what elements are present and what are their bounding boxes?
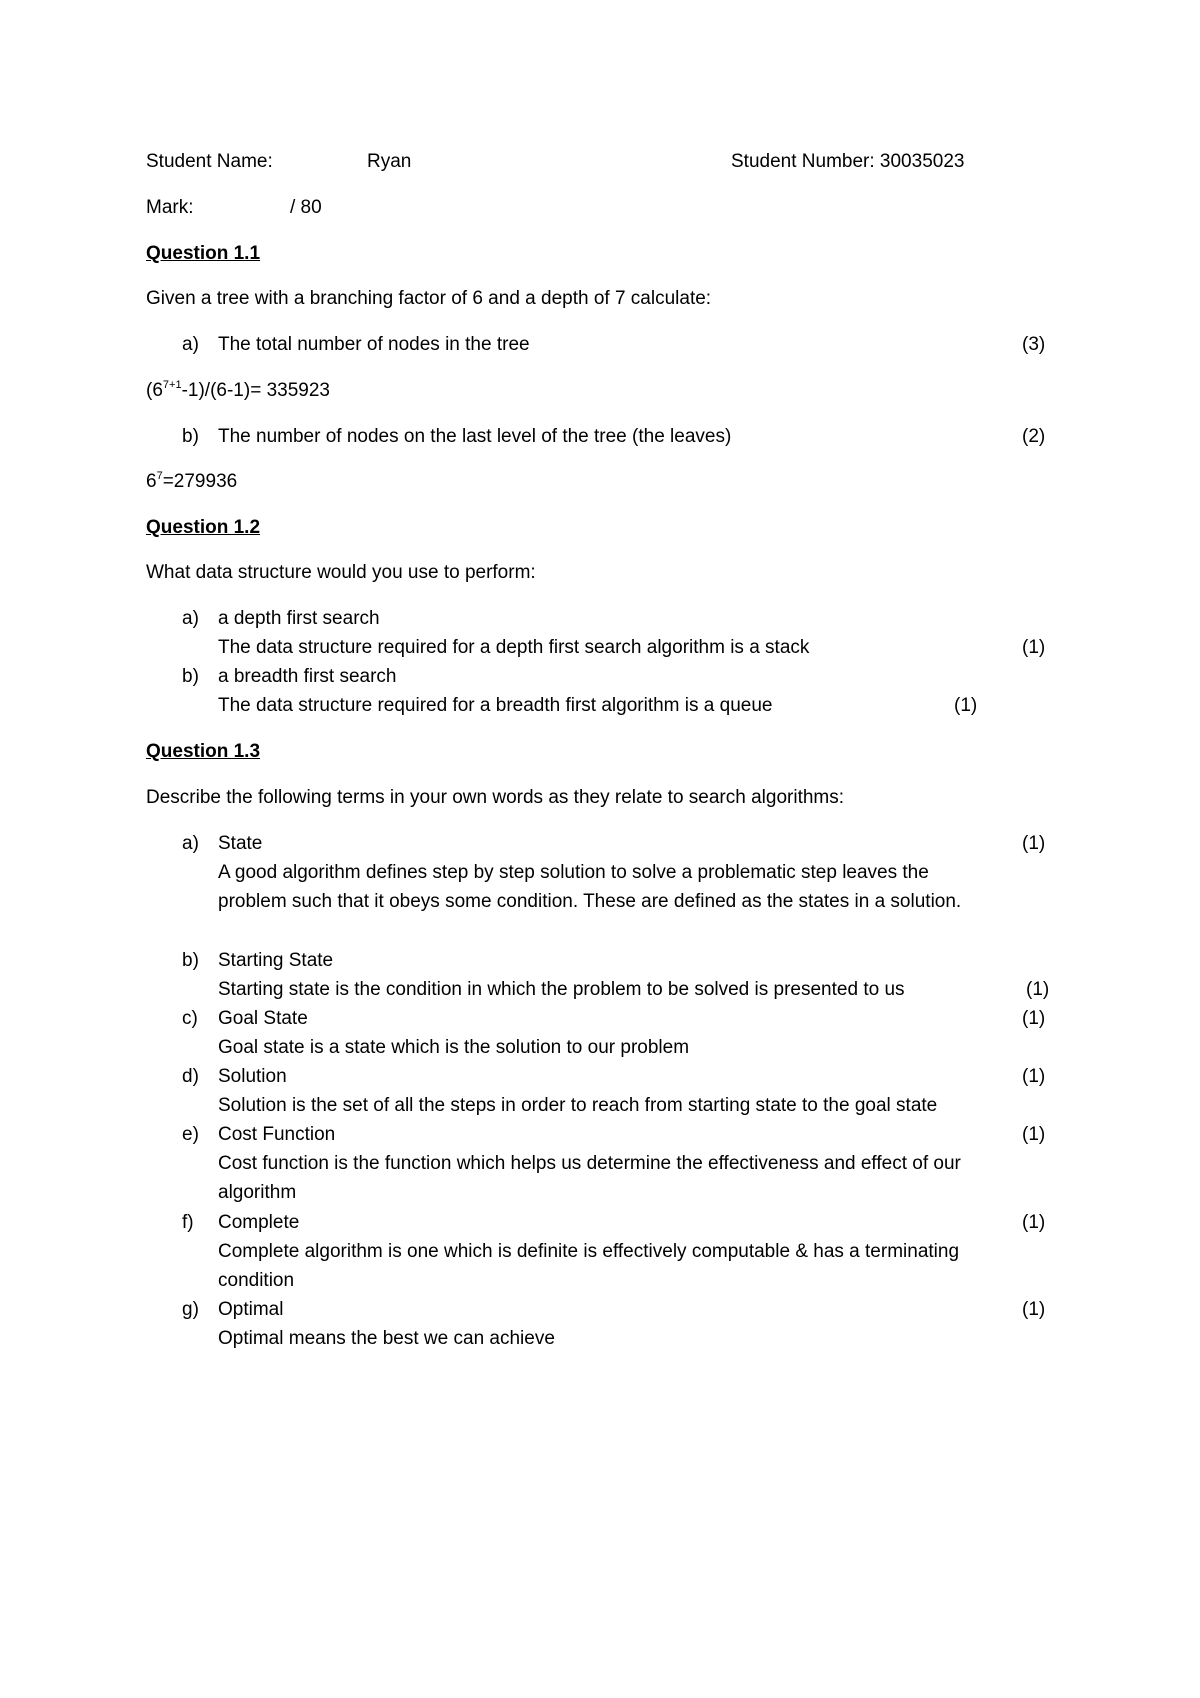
item-text: The number of nodes on the last level of the tree (the leaves) — [218, 426, 732, 447]
term: Goal State — [218, 1008, 308, 1029]
answer-text: Complete algorithm is one which is definite is effectively computable & has a terminating — [218, 1241, 960, 1262]
term: State — [218, 833, 263, 854]
item-label: a) — [182, 833, 199, 854]
item-label: d) — [182, 1066, 199, 1087]
marks: (1) — [1022, 637, 1046, 658]
term: Cost Function — [218, 1124, 336, 1145]
answer-text: Optimal means the best we can achieve — [218, 1328, 555, 1349]
item-label: a) — [182, 608, 199, 629]
term: Optimal — [218, 1299, 284, 1320]
item-text: The total number of nodes in the tree — [218, 334, 530, 355]
student-name-value: Ryan — [367, 151, 412, 172]
q1-2-heading: Question 1.2 — [146, 517, 261, 538]
q1-1-answer-b — [146, 472, 237, 491]
term: Starting State — [218, 950, 334, 971]
answer-text: condition — [218, 1270, 295, 1291]
marks: (1) — [1022, 1066, 1046, 1087]
q1-1-heading: Question 1.1 — [146, 243, 261, 264]
q1-3-prompt: Describe the following terms in your own words as they relate to search algorithms: — [146, 787, 845, 808]
marks: (1) — [1022, 1212, 1046, 1233]
student-name-label: Student Name: — [146, 151, 273, 172]
student-number-value: 30035023 — [879, 151, 965, 172]
answer-text: Solution is the set of all the steps in order to reach from starting state to the goal state — [218, 1095, 938, 1116]
item-label: a) — [182, 334, 199, 355]
item-label: c) — [182, 1008, 198, 1029]
item-label: b) — [182, 426, 199, 447]
item-label: b) — [182, 666, 199, 687]
answer-text: Cost function is the function which helps us determine the effectiveness and effect of our — [218, 1153, 961, 1174]
marks: (1) — [1026, 979, 1050, 1000]
mark-total: / 80 — [290, 197, 322, 218]
q1-3-heading: Question 1.3 — [146, 741, 261, 762]
answer-text: problem such that it obeys some condition. These are defined as the states in a solution. — [218, 891, 962, 912]
exponent: 7+1 — [162, 379, 182, 391]
item-text: a breadth first search — [218, 666, 397, 687]
answer-part: 6 — [146, 471, 157, 492]
marks: (1) — [954, 695, 978, 716]
marks: (3) — [1022, 334, 1046, 355]
marks: (1) — [1022, 1299, 1046, 1320]
student-number-line — [731, 152, 964, 171]
answer-text: A good algorithm defines step by step solution to solve a problematic step leaves the — [218, 862, 929, 883]
term: Complete — [218, 1212, 300, 1233]
student-number-label: Student Number: — [731, 151, 875, 172]
marks: (1) — [1022, 833, 1046, 854]
item-label: e) — [182, 1124, 199, 1145]
answer-text: Starting state is the condition in which the problem to be solved is presented to us — [218, 979, 905, 1000]
item-label: b) — [182, 950, 199, 971]
q1-1-prompt: Given a tree with a branching factor of 6 and a depth of 7 calculate: — [146, 288, 712, 309]
item-text: a depth first search — [218, 608, 380, 629]
marks: (1) — [1022, 1124, 1046, 1145]
answer-text: The data structure required for a depth first search algorithm is a stack — [218, 637, 810, 658]
q1-1-answer-a — [146, 381, 330, 400]
answer-part: (6 — [146, 380, 163, 401]
marks: (1) — [1022, 1008, 1046, 1029]
item-label: g) — [182, 1299, 199, 1320]
answer-part: -1)/(6-1)= 335923 — [181, 380, 330, 401]
answer-text: The data structure required for a breadth first algorithm is a queue — [218, 695, 773, 716]
answer-text: algorithm — [218, 1182, 297, 1203]
q1-2-prompt: What data structure would you use to perform: — [146, 562, 536, 583]
item-label: f) — [182, 1212, 194, 1233]
exponent: 7 — [156, 470, 163, 482]
mark-label: Mark: — [146, 197, 194, 218]
term: Solution — [218, 1066, 287, 1087]
answer-part: =279936 — [162, 471, 238, 492]
answer-text: Goal state is a state which is the solution to our problem — [218, 1037, 690, 1058]
marks: (2) — [1022, 426, 1046, 447]
